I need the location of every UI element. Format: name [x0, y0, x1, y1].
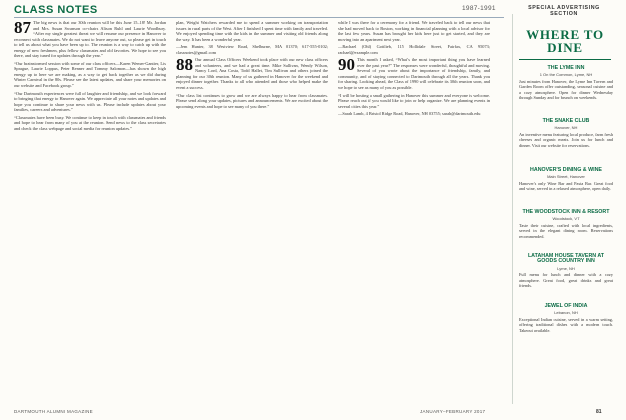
- venue-listing: [519, 119, 613, 148]
- class-note-text: This month I asked, “What’s the most important thing you have learned over the past year?” The responses were wonderful, thoughtful and moving. Several of you wrote about the importance of friendship, family, and community, and of staying connected to Dartmouth through all the years. Thank you for sharing. Looking ahead, the Class of 1990 will celebrate its 30th reunion soon, and we hope to see as many of you as possible.: [338, 57, 490, 91]
- venue-listing: [519, 210, 613, 239]
- section-title: CLASS NOTES: [14, 4, 98, 16]
- venue-description: Full menu for lunch and dinner with a cozy atmosphere. Great food, great drinks and great friends.: [519, 272, 613, 289]
- class-note-text: “Our class list continues to grow and we are always happy to hear from classmates. Please send along your updates, pictures and announcements. We are excited about the upcoming events and hope to see many of you there.”: [176, 92, 328, 109]
- venue-description: Hanover's only Wine Bar and Pasta Bar. Great food and wine, served in a relaxed atmosphere, open daily.: [519, 180, 613, 192]
- class-note-text: Our annual Class Officers Weekend took place with our new class officers and volunteers, and we had a great time. Mike Sullivan, Wendy Wilson, Nancy Lord, Ana Costa, Todd Hallet, Tim Sullivan and others joined the planning for our 30th reunion. Many of us gathered in Hanover for the weekend and enjoyed dinner together. Thanks to all who attended and those who helped make the event a success.: [176, 57, 328, 91]
- venue-listing: [519, 66, 613, 100]
- venue-tagline: Woodstock, VT: [552, 216, 580, 222]
- class-note-entry: [338, 20, 490, 42]
- venue-name: LATAHAM HOUSE TAVERN AT GOODS COUNTRY INN: [527, 253, 605, 265]
- class-notes-column-1: [14, 20, 166, 400]
- class-note-text: “Classmates have been busy. We continue to keep in touch with classmates and friends and hope to hear from many of you at the reunion. Send news to the class secretaries and check the class webpage and social media for reunion updates.”: [14, 114, 166, 131]
- class-year-drop-cap: 90: [338, 55, 355, 75]
- class-note-entry: [14, 91, 166, 113]
- venue-name: THE LYME INN: [547, 65, 585, 71]
- class-note-text: —Sarah Lamb, 4 Bristol Ridge Road, Hanover, NH 03755; sarah@dartmouth.edu: [338, 111, 481, 117]
- class-notes-column-2: [176, 20, 328, 400]
- sidebar-title: WHERE TO DINE: [526, 27, 604, 55]
- magazine-name: DARTMOUTH ALUMNI MAGAZINE: [14, 409, 93, 414]
- venue-tagline: Lebanon, NH: [554, 310, 578, 316]
- class-note-entry: [338, 93, 490, 110]
- class-note-text: plan, Weight Watchers rewarded me to spend a summer working on transportation issues in rural parts of the West. After I finished I spent time with family and traveled. We enjoyed spending time with the kids in the summer and visiting old friends along the way. It has been a wonderful year.: [176, 20, 328, 42]
- class-note-text: while I was there for a ceremony for a friend. We traveled back to tell our news that she had moved back to Boston, working in financial planning with a local advisor for the last few years. Susan has brought her kids here just to get started, and they are moving into an apartment next year.: [338, 20, 490, 42]
- venue-description: Exceptional Indian cuisine, served in a warm setting, offering traditional dishes with a modern touch. Takeout available.: [519, 316, 613, 333]
- class-note-text: “Our Dartmouth experiences were full of laughter and friendship, and we look forward to bringing that energy to Hanover again. We appreciate all your notes and updates and hope you continue to share your news with us. Please include updates about your families, careers and adventures.”: [14, 90, 166, 113]
- class-note-entry: [176, 20, 328, 42]
- sidebar-rule: [519, 59, 611, 60]
- page-number: 81: [596, 409, 602, 415]
- venue-description: Taste their cuisine, crafted with local ingredients, served in the elegant dining room. Reservations recommended.: [519, 222, 613, 239]
- where-to-dine-sidebar: [512, 14, 617, 404]
- class-note-text: “I will be hosting a small gathering in Hanover this summer and everyone is welcome. Please reach out if you would like to join or help organize. We are planning events in several cities this year.”: [338, 92, 490, 109]
- class-note-signoff: [338, 44, 490, 55]
- venue-name: HANOVER'S DINING & WINE: [530, 167, 602, 173]
- class-note-entry: [14, 61, 166, 89]
- venue-listing: [519, 304, 613, 333]
- class-years-range: 1987-1991: [462, 5, 496, 12]
- venue-tagline: Lyme, NH: [557, 265, 575, 271]
- class-note-entry: [14, 20, 166, 59]
- venue-name: THE WOODSTOCK INN & RESORT: [522, 209, 610, 215]
- class-note-signoff: [176, 44, 328, 55]
- class-year-drop-cap: 87: [14, 20, 31, 37]
- header-rule: [14, 17, 504, 18]
- class-note-entry: [176, 93, 328, 110]
- class-notes-column-3: [338, 20, 490, 400]
- venue-tagline: Main Street, Hanover: [547, 174, 585, 180]
- venue-name: JEWEL OF INDIA: [544, 303, 588, 309]
- class-note-entry: [338, 57, 490, 90]
- venue-tagline: Hanover, NH: [554, 125, 578, 131]
- issue-date: JANUARY–FEBRUARY 2017: [420, 409, 486, 414]
- class-note-entry: [14, 115, 166, 132]
- venue-name: THE SNAKE CLUB: [542, 118, 590, 124]
- venue-description: An inventive menu featuring local produce, farm fresh cheeses and organic meats. Join us for lunch and dinner. Visit our website for reservations.: [519, 131, 613, 148]
- class-note-text: “Our brainstormed session with some of our class officers—Karen Wemer-Gantier, Lis Sprague, Laurie Loppus, Peter Renner and Tommy Salomon—has shown the high energy up to here we are making, as a way to get back together as we did during Winter Carnival in the 80s. Please see the latest updates, and share your memories on our website and Facebook group.”: [14, 60, 166, 89]
- class-note-text: The big news is that our 30th reunion will be this June 15–18! Mr. Jordan and Mrs. Susan Swanson co-chairs Alison Ruhl and Laurie Woodbury. “After my single greatest threat we will resume our presence in Hanover to reconnect with classmates. We do not want to leave anyone out, so please get in touch to tell us about what you have been up to. The reunion is a way to catch up with the energy of new freshmen, plus fellow classmates and old favorites. We hope to see you there, and stay tuned for updates through the year.”: [14, 20, 166, 59]
- venue-description: Just minutes from Hanover, the Lyme Inn Tavern and Garden Room offer outstanding, seasonal cuisine and a cozy atmosphere. Open for dinner Wednesday through Sunday and for brunch on weekends.: [519, 78, 613, 101]
- venue-listing: [519, 168, 613, 192]
- class-note-signoff: [338, 111, 490, 117]
- class-note-text: —Jem Hunter, 38 Westview Road, Shelburne, MA 01370; 617-555-0102; classnotes@gmail.com: [176, 44, 328, 55]
- advertising-section-label: SPECIAL ADVERTISING SECTION: [528, 5, 600, 17]
- venue-listing: [519, 254, 613, 288]
- class-note-text: —Rachael (Ohl) Gottlieb, 115 Hollidale Street, Fairfax, CA 95073; rachael@example.com: [338, 44, 490, 55]
- class-note-entry: [176, 57, 328, 90]
- venue-tagline: 1 On the Common, Lyme, NH: [539, 72, 593, 78]
- class-year-drop-cap: 88: [176, 55, 193, 75]
